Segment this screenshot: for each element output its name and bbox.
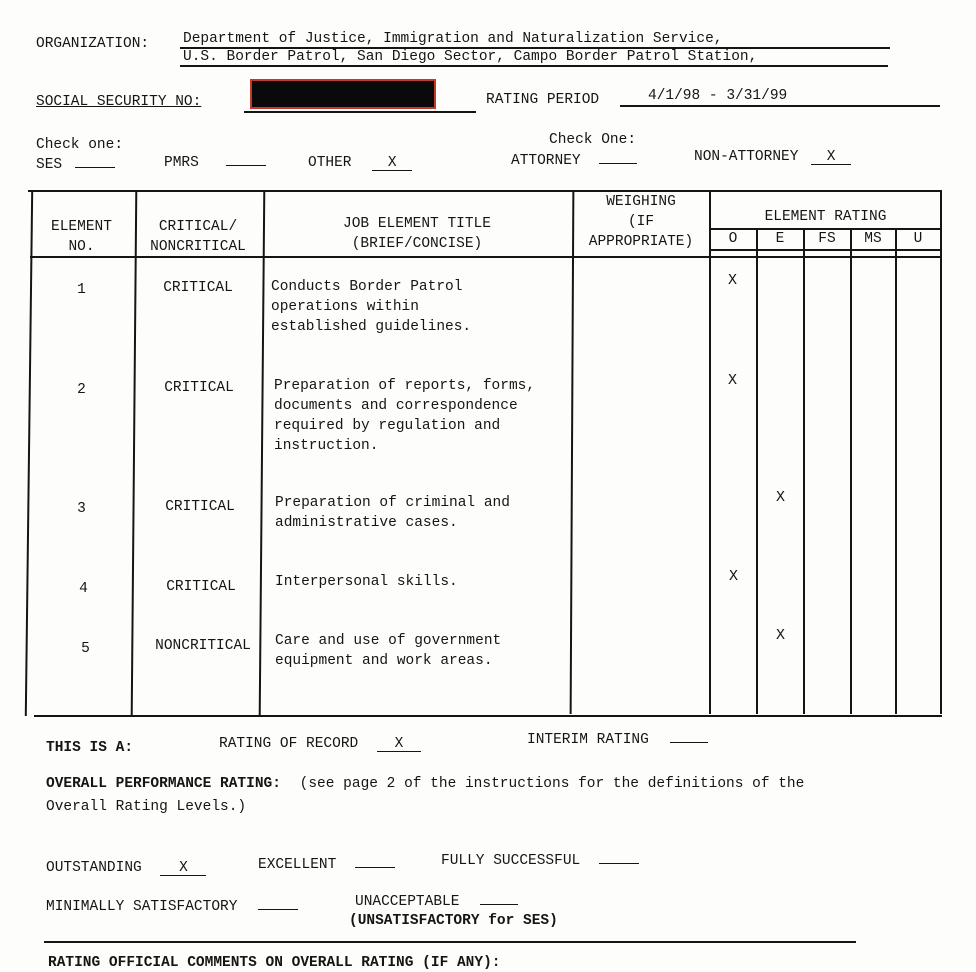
ses-option[interactable] — [36, 157, 115, 173]
excellent-blank[interactable] — [355, 867, 395, 868]
pmrs-blank[interactable] — [226, 165, 266, 166]
ssn-redaction — [250, 79, 436, 109]
interim-rating-option[interactable] — [527, 732, 708, 748]
unacceptable-blank[interactable] — [480, 904, 518, 905]
minimally-satisfactory-blank[interactable] — [258, 909, 298, 910]
header-job-title-line2: (BRIEF/CONCISE) — [351, 236, 483, 252]
row-2-title: Preparation of reports, forms, documents and correspondence required by regulation and instruction. — [274, 378, 536, 454]
header-critical-line1: CRITICAL/ — [158, 219, 238, 235]
ses-blank[interactable] — [75, 167, 115, 168]
col-divider-3 — [570, 190, 574, 714]
header-element-no-line1: ELEMENT — [51, 219, 112, 235]
organization-value-line1: Department of Justice, Immigration and Naturalization Service, — [183, 31, 723, 47]
other-option[interactable] — [308, 155, 412, 171]
row-4-number: 4 — [79, 581, 88, 597]
rating-cols-divider — [710, 249, 941, 251]
header-job-title-line1: JOB ELEMENT TITLE — [343, 216, 491, 232]
col-divider-ms-u — [895, 228, 897, 714]
row-1-title: Conducts Border Patrol operations within established guidelines. — [271, 279, 472, 335]
col-divider-o-e — [756, 228, 758, 714]
rating-period-label: RATING PERIOD — [486, 92, 600, 108]
row-3-title: Preparation of criminal and administrative cases. — [275, 495, 510, 531]
row-3-number: 3 — [77, 501, 86, 517]
header-rating-ms: MS — [864, 231, 882, 247]
header-rating-fs: FS — [818, 231, 836, 247]
header-element-no — [30, 217, 133, 257]
comments-label: RATING OFFICIAL COMMENTS ON OVERALL RATING (IF ANY): — [48, 955, 501, 971]
header-weighing — [572, 192, 710, 252]
ssn-label: SOCIAL SECURITY NO: — [36, 94, 202, 110]
header-rating-e: E — [775, 231, 785, 247]
row-2-number: 2 — [77, 382, 86, 398]
table-right-border — [940, 190, 942, 714]
row-5-rating-mark: X — [776, 627, 786, 644]
row-4-title: Interpersonal skills. — [275, 574, 458, 590]
row-2-rating-mark: X — [728, 372, 738, 389]
rating-of-record-label: RATING OF RECORD — [219, 736, 359, 752]
table-left-border — [25, 190, 33, 716]
other-label: OTHER — [308, 155, 352, 171]
table-bottom-border — [34, 715, 942, 717]
overall-rating-heading — [46, 776, 804, 792]
outstanding-label: OUTSTANDING — [46, 860, 142, 876]
check-one-left-label: Check one: — [36, 137, 124, 153]
nonattorney-option[interactable] — [694, 149, 851, 165]
nonattorney-label: NON-ATTORNEY — [694, 149, 799, 165]
rating-period-underline — [620, 105, 940, 107]
pmrs-option[interactable] — [164, 155, 266, 171]
col-divider-fs-ms — [850, 228, 852, 714]
header-element-rating: ELEMENT RATING — [764, 209, 887, 225]
unacceptable-label: UNACCEPTABLE — [355, 894, 460, 910]
minimally-satisfactory-label: MINIMALLY SATISFACTORY — [46, 899, 238, 915]
header-critical-line2: NONCRITICAL — [150, 239, 246, 255]
minimally-satisfactory-option[interactable] — [46, 899, 298, 915]
overall-rating-note-line2: Overall Rating Levels.) — [46, 799, 247, 815]
row-3-rating-mark: X — [776, 489, 786, 506]
col-divider-4 — [709, 190, 711, 714]
table-top-border — [28, 190, 941, 192]
row-1-number: 1 — [77, 282, 86, 298]
ssn-underline — [244, 111, 476, 113]
overall-rating-note-line1: (see page 2 of the instructions for the definitions of the — [299, 776, 805, 792]
rating-of-record-option[interactable] — [219, 736, 421, 752]
other-blank[interactable]: X — [372, 156, 412, 171]
organization-underline-2 — [180, 65, 888, 67]
row-5-title: Care and use of government equipment and work areas. — [275, 633, 502, 669]
row-1-rating-mark: X — [728, 272, 738, 289]
fully-successful-blank[interactable] — [599, 863, 639, 864]
row-4-critical: CRITICAL — [166, 579, 236, 595]
attorney-blank[interactable] — [599, 163, 637, 164]
header-element-no-line2: NO. — [68, 239, 95, 255]
header-weighing-line2: (IF — [627, 214, 655, 230]
row-2-critical: CRITICAL — [164, 380, 234, 396]
col-divider-1 — [131, 190, 137, 716]
interim-rating-blank[interactable] — [670, 742, 708, 743]
check-one-right-label: Check One: — [549, 132, 637, 148]
header-weighing-line3: APPROPRIATE) — [588, 234, 694, 250]
this-is-a-label: THIS IS A: — [46, 740, 134, 756]
outstanding-option[interactable] — [46, 860, 206, 876]
row-3-critical: CRITICAL — [165, 499, 235, 515]
rating-period-value: 4/1/98 - 3/31/99 — [648, 88, 788, 104]
outstanding-blank[interactable]: X — [160, 861, 206, 876]
fully-successful-option[interactable] — [441, 853, 639, 869]
col-divider-e-fs — [803, 228, 805, 714]
interim-rating-label: INTERIM RATING — [527, 732, 649, 748]
organization-value-line2: U.S. Border Patrol, San Diego Sector, Campo Border Patrol Station, — [183, 49, 758, 65]
comments-divider — [44, 941, 856, 943]
excellent-label: EXCELLENT — [258, 857, 337, 873]
header-rating-u: U — [913, 231, 923, 247]
row-4-rating-mark: X — [729, 568, 739, 585]
ses-label: SES — [36, 157, 63, 173]
unacceptable-note: (UNSATISFACTORY for SES) — [349, 913, 558, 929]
header-job-title — [262, 214, 572, 254]
row-5-number: 5 — [81, 641, 90, 657]
nonattorney-blank[interactable]: X — [811, 150, 851, 165]
row-1-critical: CRITICAL — [163, 280, 233, 296]
excellent-option[interactable] — [258, 857, 395, 873]
header-rating-o: O — [728, 231, 738, 247]
unacceptable-option[interactable] — [355, 894, 518, 910]
header-weighing-line1: WEIGHING — [606, 194, 676, 210]
rating-of-record-blank[interactable]: X — [377, 737, 421, 752]
row-5-critical: NONCRITICAL — [155, 638, 251, 654]
pmrs-label: PMRS — [164, 155, 199, 171]
organization-label: ORGANIZATION: — [36, 36, 150, 52]
header-critical — [134, 217, 262, 257]
attorney-option[interactable] — [511, 153, 637, 169]
overall-rating-label: OVERALL PERFORMANCE RATING: — [46, 776, 281, 792]
fully-successful-label: FULLY SUCCESSFUL — [441, 853, 581, 869]
attorney-label: ATTORNEY — [511, 153, 581, 169]
